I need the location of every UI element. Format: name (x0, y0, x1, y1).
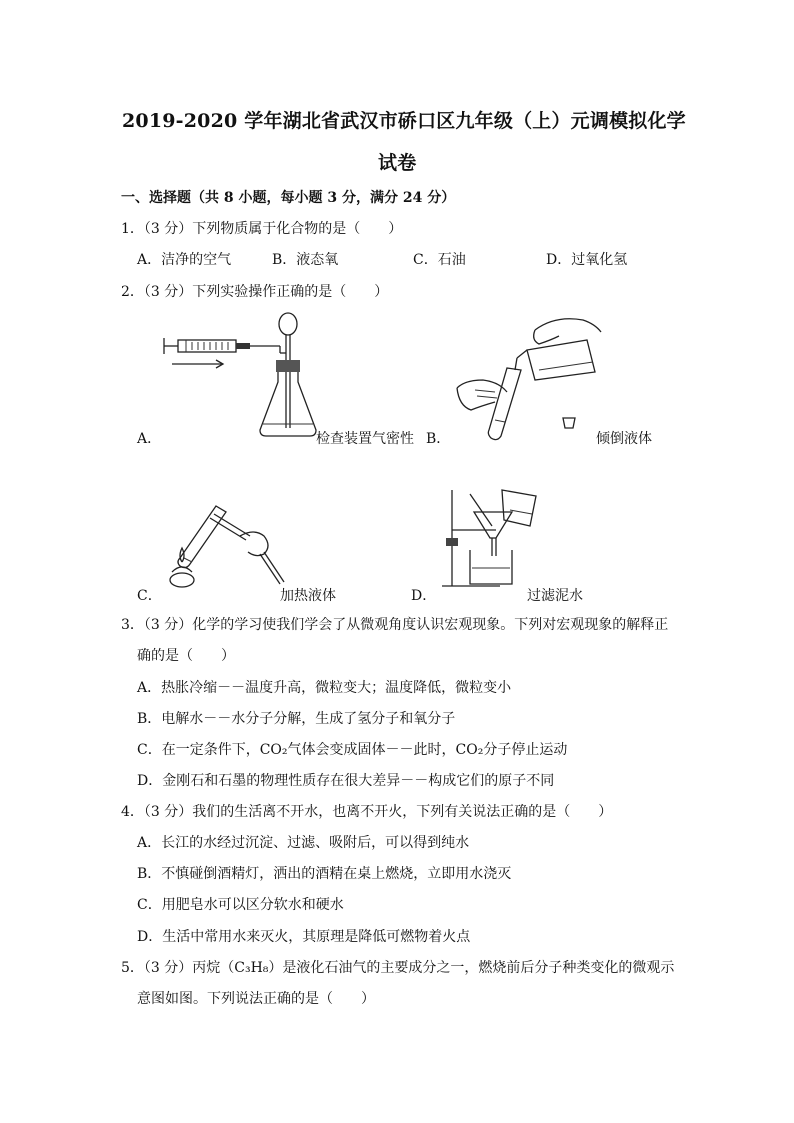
question-1-stem: 1．（3 分）下列物质属于化合物的是（ ） (121, 221, 403, 237)
question-3-option-d: D．金刚石和石墨的物理性质存在很大差异－－构成它们的原子不同 (137, 773, 555, 789)
question-4-option-d: D．生活中常用水来灭火，其原理是降低可燃物着火点 (137, 929, 471, 945)
question-3-option-a: A．热胀冷缩－－温度升高，微粒变大；温度降低，微粒变小 (137, 680, 512, 696)
question-2-option-b-letter: B． (426, 431, 451, 447)
question-3-option-b: B．电解水－－水分子分解，生成了氢分子和氧分子 (137, 711, 456, 727)
question-1-option-a: A．洁净的空气 (137, 252, 232, 268)
section-heading: 一、选择题（共 8 小题，每小题 3 分，满分 24 分） (121, 190, 456, 206)
question-4-option-c: C．用肥皂水可以区分软水和硬水 (137, 897, 344, 913)
question-1-option-b: B．液态氧 (272, 252, 339, 268)
filtration-figure (440, 486, 550, 596)
question-3-stem-line1: 3．（3 分）化学的学习使我们学会了从微观角度认识宏观现象。下列对宏观现象的解释正 (121, 617, 669, 633)
airtightness-check-figure (160, 308, 320, 443)
question-2-option-c-caption: 加热液体 (280, 588, 336, 604)
question-3-option-c: C．在一定条件下，CO₂气体会变成固体－－此时，CO₂分子停止运动 (137, 742, 568, 758)
question-4-stem: 4．（3 分）我们的生活离不开水，也离不开火，下列有关说法正确的是（ ） (121, 804, 613, 820)
pouring-liquid-figure (455, 310, 605, 445)
question-2-option-a-letter: A． (137, 431, 162, 447)
question-3-stem-line2: 确的是（ ） (137, 648, 235, 664)
question-5-stem-line2: 意图如图。下列说法正确的是（ ） (137, 991, 375, 1007)
question-2-option-b-caption: 倾倒液体 (596, 431, 652, 447)
question-4-option-b: B．不慎碰倒酒精灯，洒出的酒精在桌上燃烧，立即用水浇灭 (137, 866, 512, 882)
question-4-option-a: A．长江的水经过沉淀、过滤、吸附后，可以得到纯水 (137, 835, 470, 851)
question-2-option-d-caption: 过滤泥水 (527, 588, 583, 604)
question-5-stem-line1: 5．（3 分）丙烷（C₃H₈）是液化石油气的主要成分之一，燃烧前后分子种类变化的微观示 (121, 960, 675, 976)
question-1-option-d: D．过氧化氢 (546, 252, 628, 268)
question-2-option-d-letter: D． (411, 588, 437, 604)
document-title-line1: 2019-2020 学年湖北省武汉市硚口区九年级（上）元调模拟化学 (122, 110, 686, 132)
question-2-stem: 2．（3 分）下列实验操作正确的是（ ） (121, 284, 389, 300)
question-2-option-c-letter: C． (137, 588, 162, 604)
question-2-option-a-caption: 检查装置气密性 (316, 431, 414, 447)
heating-liquid-figure (160, 492, 285, 592)
document-title-line2: 试卷 (378, 152, 417, 174)
question-1-option-c: C．石油 (413, 252, 466, 268)
